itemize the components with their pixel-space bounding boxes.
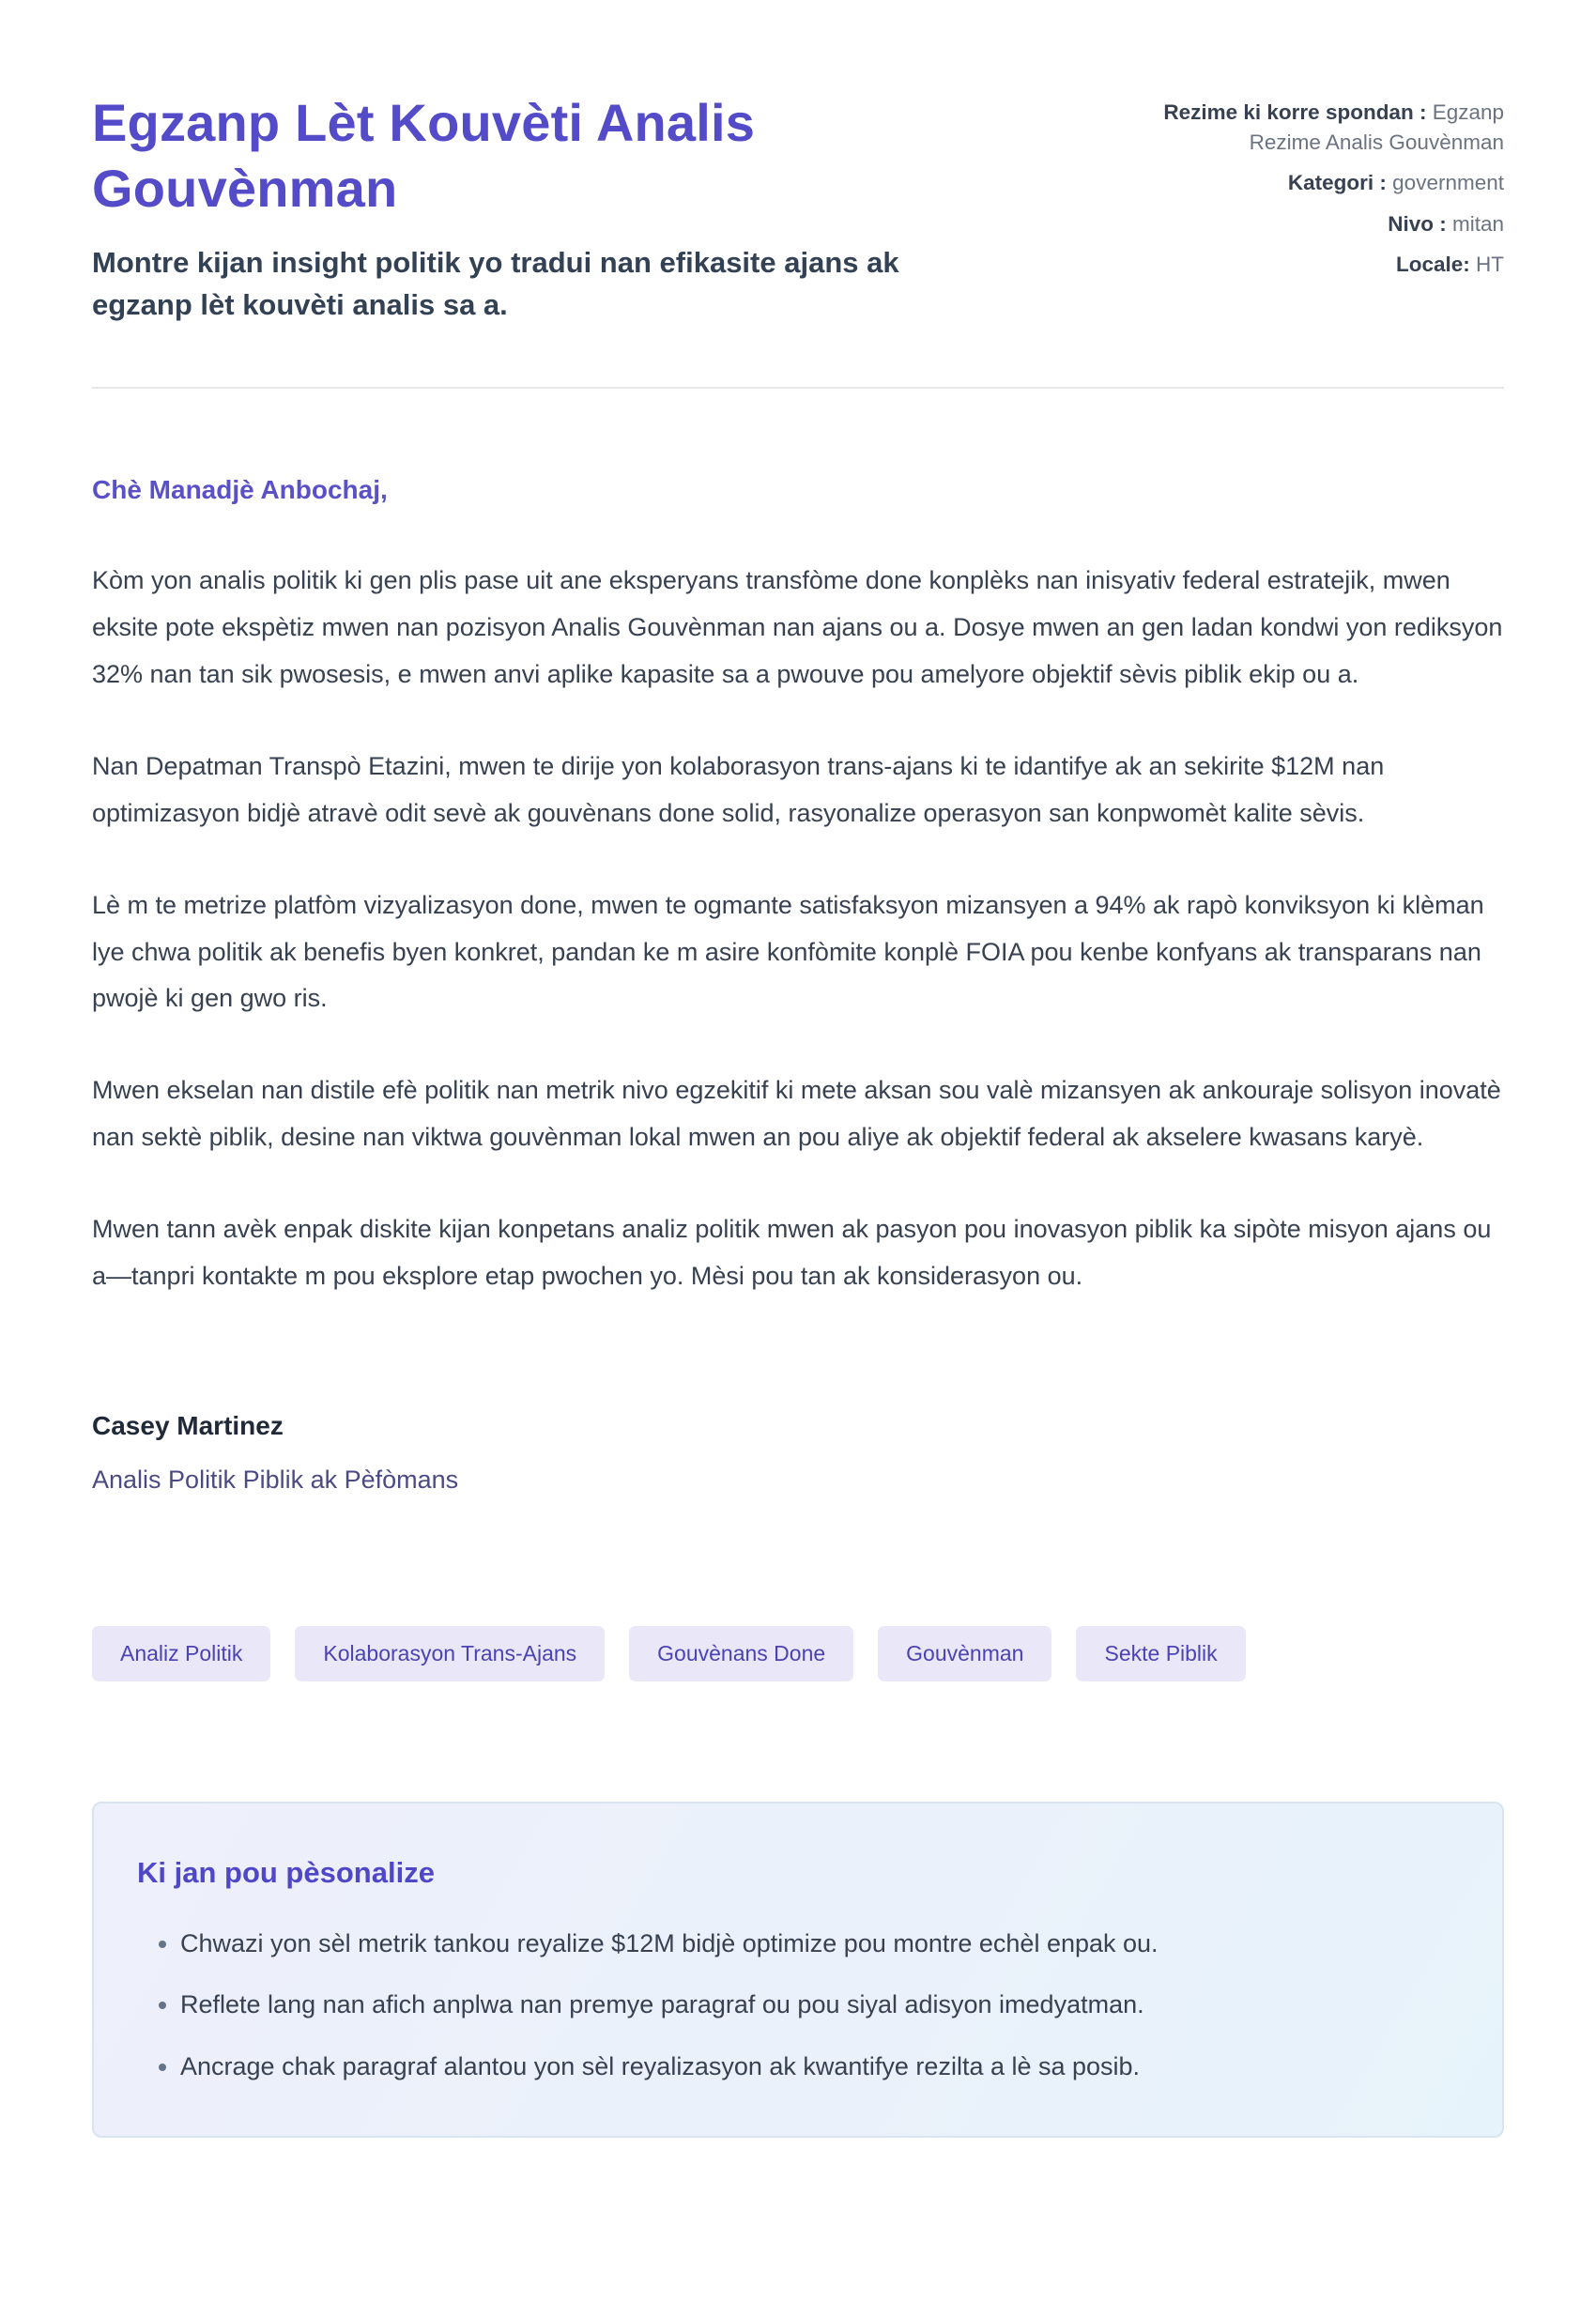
header-divider bbox=[92, 387, 1504, 389]
tag-sekte-piblik[interactable]: Sekte Piblik bbox=[1076, 1626, 1245, 1681]
tips-list bbox=[137, 1924, 1459, 2087]
meta-level bbox=[1100, 209, 1504, 239]
meta-level-value: mitan bbox=[1446, 211, 1504, 236]
signature-role: Analis Politik Piblik ak Pèfòmans bbox=[92, 1466, 459, 1495]
letter-paragraph: Lè m te metrize platfòm vizyalizasyon done, mwen te ogmante satisfaksyon mizansyen a 94% ak rapò konviksyon ki klèman lye chwa politik ak benefis byen konkret, pandan ke m asire konfòmite konplè FOIA pou kenbe konfyans ak transparans nan pwojè ki gen gwo ris. bbox=[92, 890, 1484, 1013]
meta-resume-value: Egzanp Rezime Analis Gouvènman bbox=[1249, 100, 1504, 154]
meta-locale bbox=[1100, 250, 1504, 280]
letter-body bbox=[92, 475, 1504, 1495]
tip-item bbox=[180, 2047, 1459, 2087]
meta-locale-value: HT bbox=[1469, 253, 1504, 276]
tip-text: Ancrage chak paragraf alantou yon sèl reyalizasyon ak kwantifye rezilta a lè sa posib. bbox=[180, 2051, 1141, 2080]
header-left bbox=[92, 90, 956, 327]
tag-gouvenans-done[interactable]: Gouvènans Done bbox=[629, 1626, 853, 1681]
tag-analiz-politik[interactable]: Analiz Politik bbox=[92, 1626, 270, 1681]
header bbox=[92, 90, 1504, 327]
meta-resume bbox=[1100, 98, 1504, 157]
letter-paragraph: Mwen tann avèk enpak diskite kijan konpetans analiz politik mwen ak pasyon pou inovasyon piblik ka sipòte misyon ajans ou a—tanpri kontakte m pou eksplore etap pwochen yo. Mèsi pou tan ak konsiderasyon ou. bbox=[92, 1215, 1492, 1291]
tip-item bbox=[180, 1924, 1459, 1964]
page-subtitle: Montre kijan insight politik yo tradui nan efikasite ajans ak egzanp lèt kouvèti analis sa a. bbox=[92, 246, 899, 321]
tip-text: Reflete lang nan afich anplwa nan premye paragraf ou pou siyal adisyon imedyatman. bbox=[180, 1990, 1144, 2019]
meta-level-label: Nivo : bbox=[1388, 211, 1447, 236]
meta-locale-label: Locale: bbox=[1395, 253, 1470, 276]
meta-panel bbox=[1100, 90, 1504, 291]
tag-gouvenman[interactable]: Gouvènman bbox=[878, 1626, 1051, 1681]
meta-category-label: Kategori : bbox=[1287, 171, 1387, 194]
meta-category bbox=[1100, 168, 1504, 198]
letter-paragraph: Kòm yon analis politik ki gen plis pase uit ane eksperyans transfòme done konplèks nan inisyativ federal estratejik, mwen eksite pote ekspètiz mwen nan pozisyon Analis Gouvènman nan ajans ou a. Dosye mwen an gen ladan kondwi yon rediksyon 32% nan tan sik pwosesis, e mwen anvi aplike kapasite sa a pwouve pou amelyore objektif sèvis piblik ekip ou a. bbox=[92, 565, 1503, 688]
tip-item bbox=[180, 1985, 1459, 2025]
letter-paragraph: Nan Depatman Transpò Etazini, mwen te dirije yon kolaborasyon trans-ajans ki te idantifye ak an sekirite $12M nan optimizasyon bidjè atravè odit sevè ak gouvènans done solid, rasyonalize operasyon san konpwomèt kalite sèvis. bbox=[92, 751, 1385, 827]
letter-paragraph: Mwen ekselan nan distile efè politik nan metrik nivo egzekitif ki mete aksan sou valè mizansyen ak ankouraje solisyon inovatè nan sektè piblik, desine nan viktwa gouvènman lokal mwen an pou aliye ak objektif federal ak akselere kwasans karyè. bbox=[92, 1076, 1501, 1152]
signature-name: Casey Martinez bbox=[92, 1411, 284, 1441]
personalization-tips-box bbox=[92, 1802, 1504, 2138]
tip-text: Chwazi yon sèl metrik tankou reyalize $12M bidjè optimize pou montre echèl enpak ou. bbox=[180, 1929, 1159, 1958]
letter-greeting: Chè Manadjè Anbochaj, bbox=[92, 474, 388, 504]
meta-resume-label: Rezime ki korre spondan : bbox=[1163, 100, 1427, 124]
page-title: Egzanp Lèt Kouvèti Analis Gouvènman bbox=[92, 93, 756, 218]
tag-list bbox=[92, 1626, 1504, 1681]
meta-category-value: government bbox=[1386, 171, 1504, 194]
tips-heading: Ki jan pou pèsonalize bbox=[137, 1856, 435, 1890]
tag-kolaborasyon-trans-ajans[interactable]: Kolaborasyon Trans-Ajans bbox=[295, 1626, 605, 1681]
